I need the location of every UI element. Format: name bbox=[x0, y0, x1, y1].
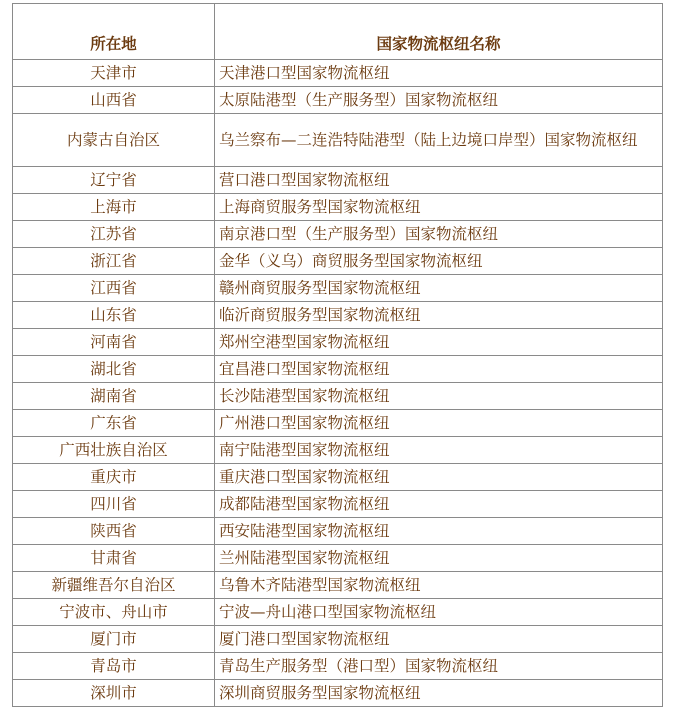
table-row bbox=[13, 680, 663, 707]
location-cell: 重庆市 bbox=[13, 464, 215, 491]
location-cell: 陕西省 bbox=[13, 518, 215, 545]
hub-name-cell: 兰州陆港型国家物流枢纽 bbox=[215, 545, 663, 572]
location-cell: 山东省 bbox=[13, 302, 215, 329]
location-cell: 新疆维吾尔自治区 bbox=[13, 572, 215, 599]
hub-name-cell: 深圳商贸服务型国家物流枢纽 bbox=[215, 680, 663, 707]
table-header-row bbox=[13, 4, 663, 60]
location-cell: 广东省 bbox=[13, 410, 215, 437]
table-row bbox=[13, 653, 663, 680]
table-row bbox=[13, 60, 663, 87]
location-cell: 江苏省 bbox=[13, 221, 215, 248]
hub-name-cell: 宜昌港口型国家物流枢纽 bbox=[215, 356, 663, 383]
hub-name-cell: 上海商贸服务型国家物流枢纽 bbox=[215, 194, 663, 221]
location-cell: 宁波市、舟山市 bbox=[13, 599, 215, 626]
hub-name-cell: 郑州空港型国家物流枢纽 bbox=[215, 329, 663, 356]
hub-name-cell: 乌鲁木齐陆港型国家物流枢纽 bbox=[215, 572, 663, 599]
location-cell: 天津市 bbox=[13, 60, 215, 87]
hub-name-cell: 南宁陆港型国家物流枢纽 bbox=[215, 437, 663, 464]
table-row bbox=[13, 518, 663, 545]
table-row bbox=[13, 464, 663, 491]
hub-name-cell: 乌兰察布—二连浩特陆港型（陆上边境口岸型）国家物流枢纽 bbox=[215, 114, 663, 167]
table-row bbox=[13, 275, 663, 302]
table-row bbox=[13, 194, 663, 221]
location-cell: 浙江省 bbox=[13, 248, 215, 275]
location-cell: 四川省 bbox=[13, 491, 215, 518]
hub-name-cell: 太原陆港型（生产服务型）国家物流枢纽 bbox=[215, 87, 663, 114]
table-row bbox=[13, 221, 663, 248]
hub-name-cell: 金华（义乌）商贸服务型国家物流枢纽 bbox=[215, 248, 663, 275]
table-row bbox=[13, 572, 663, 599]
table-row bbox=[13, 248, 663, 275]
table-row bbox=[13, 302, 663, 329]
hub-name-cell: 长沙陆港型国家物流枢纽 bbox=[215, 383, 663, 410]
table-row bbox=[13, 491, 663, 518]
location-cell: 甘肃省 bbox=[13, 545, 215, 572]
logistics-hub-table bbox=[12, 3, 663, 707]
table-row bbox=[13, 167, 663, 194]
hub-name-cell: 营口港口型国家物流枢纽 bbox=[215, 167, 663, 194]
location-cell: 青岛市 bbox=[13, 653, 215, 680]
table-row bbox=[13, 437, 663, 464]
hub-name-cell: 重庆港口型国家物流枢纽 bbox=[215, 464, 663, 491]
column-header-hub-name: 国家物流枢纽名称 bbox=[215, 4, 663, 60]
table-row bbox=[13, 87, 663, 114]
location-cell: 广西壮族自治区 bbox=[13, 437, 215, 464]
location-cell: 厦门市 bbox=[13, 626, 215, 653]
hub-name-cell: 西安陆港型国家物流枢纽 bbox=[215, 518, 663, 545]
location-cell: 江西省 bbox=[13, 275, 215, 302]
hub-name-cell: 天津港口型国家物流枢纽 bbox=[215, 60, 663, 87]
table-row bbox=[13, 383, 663, 410]
table-row bbox=[13, 599, 663, 626]
hub-name-cell: 厦门港口型国家物流枢纽 bbox=[215, 626, 663, 653]
hub-name-cell: 赣州商贸服务型国家物流枢纽 bbox=[215, 275, 663, 302]
location-cell: 河南省 bbox=[13, 329, 215, 356]
location-cell: 湖北省 bbox=[13, 356, 215, 383]
location-cell: 辽宁省 bbox=[13, 167, 215, 194]
hub-name-cell: 临沂商贸服务型国家物流枢纽 bbox=[215, 302, 663, 329]
location-cell: 山西省 bbox=[13, 87, 215, 114]
column-header-location: 所在地 bbox=[13, 4, 215, 60]
hub-name-cell: 宁波—舟山港口型国家物流枢纽 bbox=[215, 599, 663, 626]
hub-name-cell: 青岛生产服务型（港口型）国家物流枢纽 bbox=[215, 653, 663, 680]
table-row bbox=[13, 329, 663, 356]
hub-name-cell: 成都陆港型国家物流枢纽 bbox=[215, 491, 663, 518]
table-row bbox=[13, 626, 663, 653]
table-row bbox=[13, 114, 663, 167]
hub-name-cell: 南京港口型（生产服务型）国家物流枢纽 bbox=[215, 221, 663, 248]
location-cell: 湖南省 bbox=[13, 383, 215, 410]
table-row bbox=[13, 410, 663, 437]
location-cell: 上海市 bbox=[13, 194, 215, 221]
location-cell: 内蒙古自治区 bbox=[13, 114, 215, 167]
location-cell: 深圳市 bbox=[13, 680, 215, 707]
table-row bbox=[13, 356, 663, 383]
table-row bbox=[13, 545, 663, 572]
hub-name-cell: 广州港口型国家物流枢纽 bbox=[215, 410, 663, 437]
